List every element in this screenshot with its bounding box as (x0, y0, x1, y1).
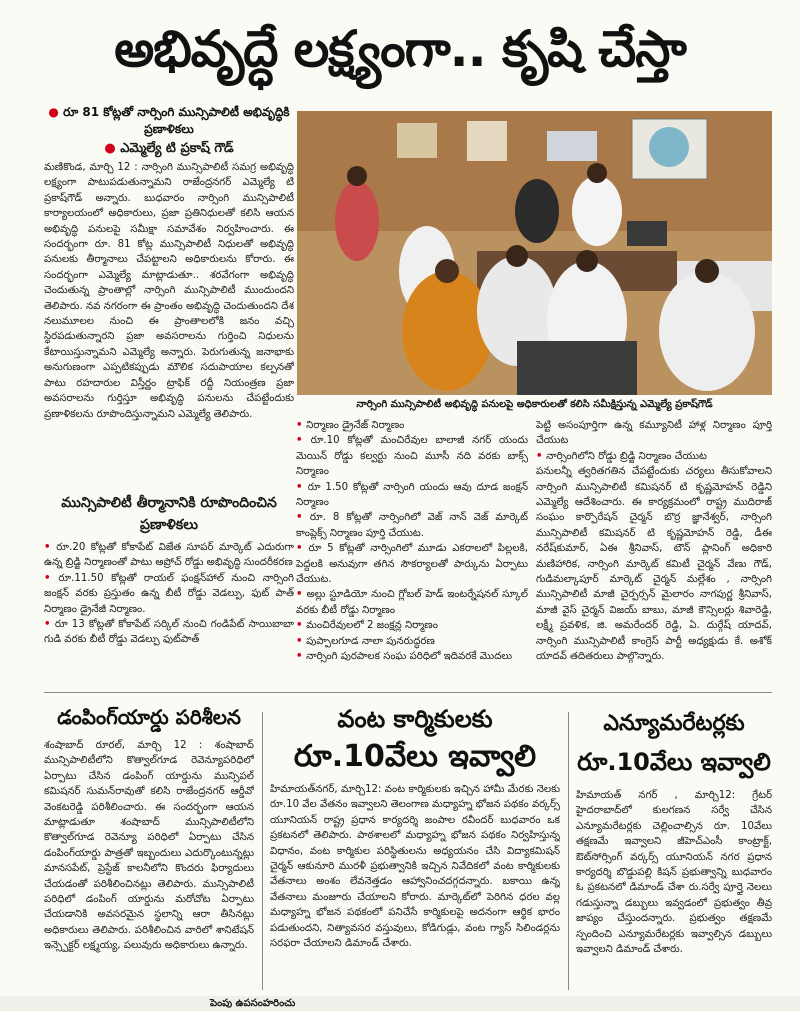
bullet-point (296, 510, 528, 541)
meeting-photo (297, 111, 772, 395)
column-rule-1 (262, 712, 263, 990)
story1-right (536, 418, 772, 688)
bullet-text: పుప్పాలగూడ నాలా పునరుద్ధరణ (306, 635, 435, 647)
footer-fragment: పెంపు ఉపసంహరించు (210, 998, 296, 1009)
bullet-point (44, 540, 294, 571)
bullet-text: రూ 13 కోట్లతో కోకాపేట్ సర్కిల్ నుంచి గండిపేట్ సాయిబాబా గుడి వరకు బీటీ రోడ్డు వెడల్పు ఫుట్‌పాత్ (44, 619, 294, 646)
bullet-text: నార్సింగి పురపాలక సంఘ పరిధిలో ఇదివరకే మొదలు (306, 651, 513, 663)
page-headline: అభివృద్ధే లక్ష్యంగా.. కృషి చేస్తా (114, 20, 686, 78)
bullet-dot: • (296, 589, 307, 601)
bullet-dot: • (296, 543, 309, 555)
photo-caption: నార్సింగి మున్సిపాలిటీ అభివృద్ధి పనులపై అధికారులతో కలిసి సమీక్షిస్తున్న ఎమ్మెల్యే ప్రకాష్‌గౌడ్ (356, 399, 713, 410)
bullet-text: రూ 1.50 కోట్లతో నార్సింగి యందు ఆవు దూడ జంక్షన్ నిర్మాణం (296, 481, 528, 509)
story4-headline-line1: ఎన్యూమరేటర్లకు (603, 711, 745, 736)
bullet-dot: • (44, 619, 55, 631)
bullet-point (536, 449, 772, 464)
bullet-point (296, 618, 528, 633)
story3-headline-line1: వంట కార్మికులకు (337, 705, 493, 733)
story1-points-mid (296, 418, 528, 688)
section-divider (44, 692, 772, 693)
bullet-dot: • (44, 542, 57, 553)
bullet-text: నార్సింగిలోని రోడ్డు బ్రిడ్జి నిర్మాణం చేయుట (546, 450, 707, 462)
story2-body: శంషాబాద్ రూరల్, మార్చి 12 : శంషాబాద్ మున్సిపాలిటీలోని కొత్వాల్‌గూడ రెవెన్యూపరిధిలో ఏర్పాటు చేసిన డంపింగ్ యార్డును మున్సిపల్ కమిషనర్ సుమన్‌రావుతో కలిసి రాజేంద్రనగర్ ఆర్డీవో వెంకటరెడ్డి పరిశీలించారు. ఈ సందర్భంగా ఆయన మాట్లాడుతూ శంషాబాద్ మున్సిపాలిటీలోని కొత్వాల్‌గూడ రెవెన్యూ పరిధిలో ఏర్పాటు చేసిన డంపింగ్‌యార్డు పాత్రతో ఇబ్బందులు ఎదుర్కొంటున్నట్లు మానసపేట్, ప్రెస్టేజ్ కాలనీలోని కొందరు ఫిర్యాదులు చేయడంతో పరిశీలించినట్లు తెలిపారు. మున్సిపాలిటీ పరిధిలో డంపింగ్ యార్డును మరోచోట ఏర్పాటు చేయడానికి అవసరమైన స్థలాన్ని ఆరా తీసినట్లు అధికారులు తెలిపారు. పరిశీలించిన వారిలో శానిటేషన్ ఇన్స్పెక్టర్ లక్ష్మయ్య, పలువురు అధికారులు ఉన్నారు. (44, 740, 254, 952)
bullet-dot: • (296, 620, 307, 632)
story1-right-text: పెట్టి అసంపూర్తిగా ఉన్న కమ్యూనిటీ హాళ్ల నిర్మాణం పూర్తి చేయుట (536, 420, 772, 447)
bullet-text: రూ.20 కోట్లతో కోకాపేట్ విజేత సూపర్ మార్కెట్ ఎదురుగా ఉన్న బ్రిడ్జి నిర్మాణంతో పాటు అప్రోచ్ రోడ్డు అభివృద్ధి సుందరీకరణ (44, 542, 294, 569)
meeting-photo-illustration (297, 111, 772, 395)
story4-headline-line2: రూ.10వేలు ఇవ్వాలి (577, 748, 771, 776)
bullet-point (296, 587, 528, 618)
column-rule-2 (568, 712, 569, 990)
story4-body: హిమాయత్ నగర్ , మార్చి12: గ్రేటర్ హైదరాబాద్‌లో కులగణన సర్వే చేసిన ఎన్యూమరేటర్లకు చెల్లించాల్సిన రూ. 10వేలు తక్షణమే ఇవ్వాలని జీహెచ్‌ఎంసీ కాంట్రాక్ట్, ఔట్‌సోర్సింగ్ వర్కర్స్ యూనియన్ నగర ప్రధాన కార్యదర్శి బొడ్డుపల్లి కిషన్ ప్రభుత్వాన్ని బుధవారం ఓ ప్రకటనలో డిమాండ్ చేశా రు.సర్వే పూర్తై నెలలు గడుస్తున్నా డబ్బులు ఇవ్వడంలో ప్రభుత్వం తీవ్ర జాప్యం చేస్తుందన్నారు. ప్రభుత్వం తక్షణమే స్పందించి ఎన్యూమరేటర్లకు ఇవ్వాల్సిన డబ్బులు ఇవ్వాలని డిమాండ్ చేశారు. (576, 790, 772, 956)
story3-body: హిమాయత్‌నగర్, మార్చి12: వంట కార్మికులకు ఇచ్చిన హామీ మేరకు నెలకు రూ.10 వేల వేతనం ఇవ్వాలని తెలంగాణ మధ్యాహ్న భోజన పథకం వర్కర్స్ యూనియన్ రాష్ట్ర ప్రధాన కార్యదర్శి జంపాల రవీందర్ బుధవారం ఒక ప్రకటనలో తెలిపారు. పాఠశాలలో మధ్యాహ్న భోజన పథకం నిర్వహిస్తున్న విధానం, వంట కార్మికుల పరిస్థితులను అధ్యయనం చేసి విద్యాకమిషన్ చైర్మన్ ఆకునూరి మురళీ ప్రభుత్వానికి ఇచ్చిన నివేదికలో వంట కార్మికులకు వేతనాలు అంశం లేవనెత్తడం ఆహ్వానించదగ్గదన్నారు. బకాయి ఉన్న వేతనాలు మంజూరు చేయాలని కోరారు. మార్కెట్‌లో పెరిగిన ధరల వల్ల మధ్యాహ్న భోజన పథకంలో పనిచేసే కార్మికులపై అదనంగా ఆర్థిక భారం పడుతుందని, నిత్యావసర వస్తువులు, కోడిగుడ్లు, వంట గ్యాస్ సిలిండర్లను సరఫరా చేయాలని డిమాండ్ చేశారు. (270, 784, 560, 950)
bullet-text: అల్లు స్టూడియో నుంచి గ్లోబల్ హెడ్ ఇంటర్నేషనల్ స్కూల్ వరకు బీటీ రోడ్డు నిర్మాణం (296, 589, 528, 616)
bullet-dot: • (536, 450, 547, 462)
story1-points-left (44, 540, 294, 688)
bullet-point (296, 634, 528, 649)
bullet-text: రూ.10 కోట్లతో మంచిరేవుల బాలాజీ నగర్ యందు మెయిన్ రోడ్డు కల్వర్టు నుంచి మూసీ నది వరకు బాక్స్ నిర్మాణం (296, 435, 528, 478)
bullet-point (296, 433, 528, 479)
story1-deck-text: రూ 81 కోట్లతో నార్సింగి మున్సిపాలిటీ అభివృద్ధికి ప్రణాళికలు (63, 105, 290, 136)
bullet-dot: • (296, 512, 310, 524)
bullet-point (44, 617, 294, 648)
bullet-dot: • (296, 435, 311, 447)
story1-right-body: పనులన్నీ త్వరితగతిన చేపట్టేందుకు చర్యలు తీసుకోవాలని నార్సింగి మున్సిపాలిటీ కమిషనర్ టి కృష్ణమోహన్ రెడ్డిని ఎమ్మెల్యే ఆదేశించారు. ఈ కార్యక్రమంలో రాష్ట్ర ముదిరాజ్ సంఘం కార్పొరేషన్ చైర్మన్ బొర్ర జ్ఞానేశ్వర్, నార్సింగి మున్సిపాలిటీ కమిషనర్ టి కృష్ణమోహన్ రెడ్డి, డీఈ నరేష్‌కుమార్, ఏఈ శ్రీనివాస్, టౌన్ ప్లానింగ్ అధికారి మణిహారిక, నార్సింగి మార్కెట్ కమిటీ చైర్మన్ వేణు గౌడ్, గుడిమల్కాపూర్ మార్కెట్ చైర్మన్ మల్లేశం , నార్సింగి మున్సిపాలిటీ మాజీ చైర్పర్సన్ మైలారం నాగపుర్ణ శ్రీనివాస్, మాజీ వైస్ చైర్మన్ విజయ్ బాబు, మాజీ కౌన్సిలర్లు శివారెడ్డి, లక్ష్మీ ప్రవళిక, జి. అమరేందర్ రెడ్డి, ఏ. దుర్గేష్ యాదవ్, నార్సింగి మున్సిపాలిటీ కాంగ్రెస్ పార్టీ అధ్యక్షుడు కే. అశోక్ యాదవ్ తదితరులు పాల్గొన్నారు. (536, 466, 772, 663)
bullet-point (296, 418, 528, 433)
story2-headline: డంపింగ్‌యార్డు పరిశీలన (57, 705, 241, 729)
bullet-text: రూ.11.50 కోట్లతో రాయల్ ఫంక్షన్‌హాల్ నుంచి నార్సింగి జంక్షన్ వరకు ప్రస్తుతం ఉన్న బీటీ రోడ్డు వెడల్పు, ఫుట్ పాత్ నిర్మాణం డ్రైనేజీ నిర్మాణం. (44, 572, 294, 615)
bullet-text: రూ 5 కోట్లతో నార్సింగిలో మూడు ఎకరాలలో పిల్లలకి, పెద్దలకి అనువుగా తగిన సౌకర్యాలతో పార్కును ఏర్పాటు చేయుట. (296, 543, 528, 586)
bullet-text: రూ. 8 కోట్లతో నార్సింగిలో వెజ్ నాన్ వెజ్ మార్కెట్ కాంప్లెక్స్ నిర్మాణం పూర్తి చేయుట. (296, 512, 528, 539)
bullet-text: నిర్మాణం డ్రైనేజ్ నిర్మాణం (306, 420, 405, 431)
story1-body: మణికొండ, మార్చి 12 : నార్సింగి మున్సిపాలిటీ సమగ్ర అభివృద్ధి లక్ష్యంగా పాటుపడుతున్నామని రాజేంద్రనగర్ ఎమ్మెల్యే టి ప్రకాష్‌గౌడ్ అన్నారు. బుధవారం నార్సింగి మున్సిపాలిటీ కార్యాలయంలో అధికారులు, ప్రజా ప్రతినిధులతో కలిసి ఆయన అభివృద్ధి పనులపై సమీక్షా సమావేశం నిర్వహించారు. ఈ సందర్భంగా రూ. 81 కోట్ల మున్సిపాలిటీ నిధులతో అభివృద్ధి పనులకు తీర్మానాలు చేపట్టాలని అధికారులను కోరారు. ఈ సందర్భంగా ఎమ్మెల్యే మాట్లాడుతూ.. శరవేగంగా అభివృద్ధి చెందుతున్న ప్రాంతాల్లో నార్సింగి మున్సిపాలిటీ ముందుందని తెలిపారు. నవ నగరంగా ఈ ప్రాంతం అభివృద్ధి చెందుతుందని దేశ నలుమూలల నుంచి ఈ ప్రాంతాలలోకి జనం వచ్చి స్థిరపడుతున్నారని ప్రజా అవసరాలను గుర్తించి నిధులను కేటాయిస్తున్నామని ఎమ్మెల్యే అన్నారు. పెరుగుతున్న జనాభాకు అనుగుణంగా ఎప్పటికప్పుడు మౌలిక సదుపాయాల కల్పనతో పాటు రహదారుల విస్తీర్ణం ట్రాఫిక్ రద్దీ నియంత్రణ ప్రజా అవసరాలను గుర్తిస్తూ అభివృద్ధి పనులను చేపట్టేందుకు ప్రణాళికలను రూపొందిస్తున్నామని ఎమ్మెల్యే తెలిపారు. (44, 162, 294, 420)
bullet-dot: • (44, 572, 59, 584)
bullet-point (296, 541, 528, 587)
next-page-strip (0, 996, 800, 1011)
bullet-dot: • (296, 651, 307, 663)
bullet-text: మంచిరేవులలో 2 జంక్షన్ల నిర్మాణం (306, 620, 438, 632)
bullet-point (44, 571, 294, 617)
bullet-dot: • (296, 481, 308, 493)
bullet-dot: • (296, 635, 307, 647)
bullet-point (296, 480, 528, 511)
story1-deck: ● రూ 81 కోట్లతో నార్సింగి మున్సిపాలిటీ అభివృద్ధికి ప్రణాళికలు (48, 105, 290, 136)
story1-subhead: మున్సిపాలిటీ తీర్మానానికి రూపొందించిన ప్రణాళికలు (61, 495, 277, 533)
story1-byline: ● ఎమ్మెల్యే టి ప్రకాష్ గౌడ్ (104, 141, 234, 156)
bullet-point (296, 649, 528, 664)
story3-headline-line2: రూ.10వేలు ఇవ్వాలి (293, 739, 537, 774)
bullet-dot: • (296, 420, 307, 431)
story1-byline-text: ఎమ్మెల్యే టి ప్రకాష్ గౌడ్ (120, 141, 234, 156)
